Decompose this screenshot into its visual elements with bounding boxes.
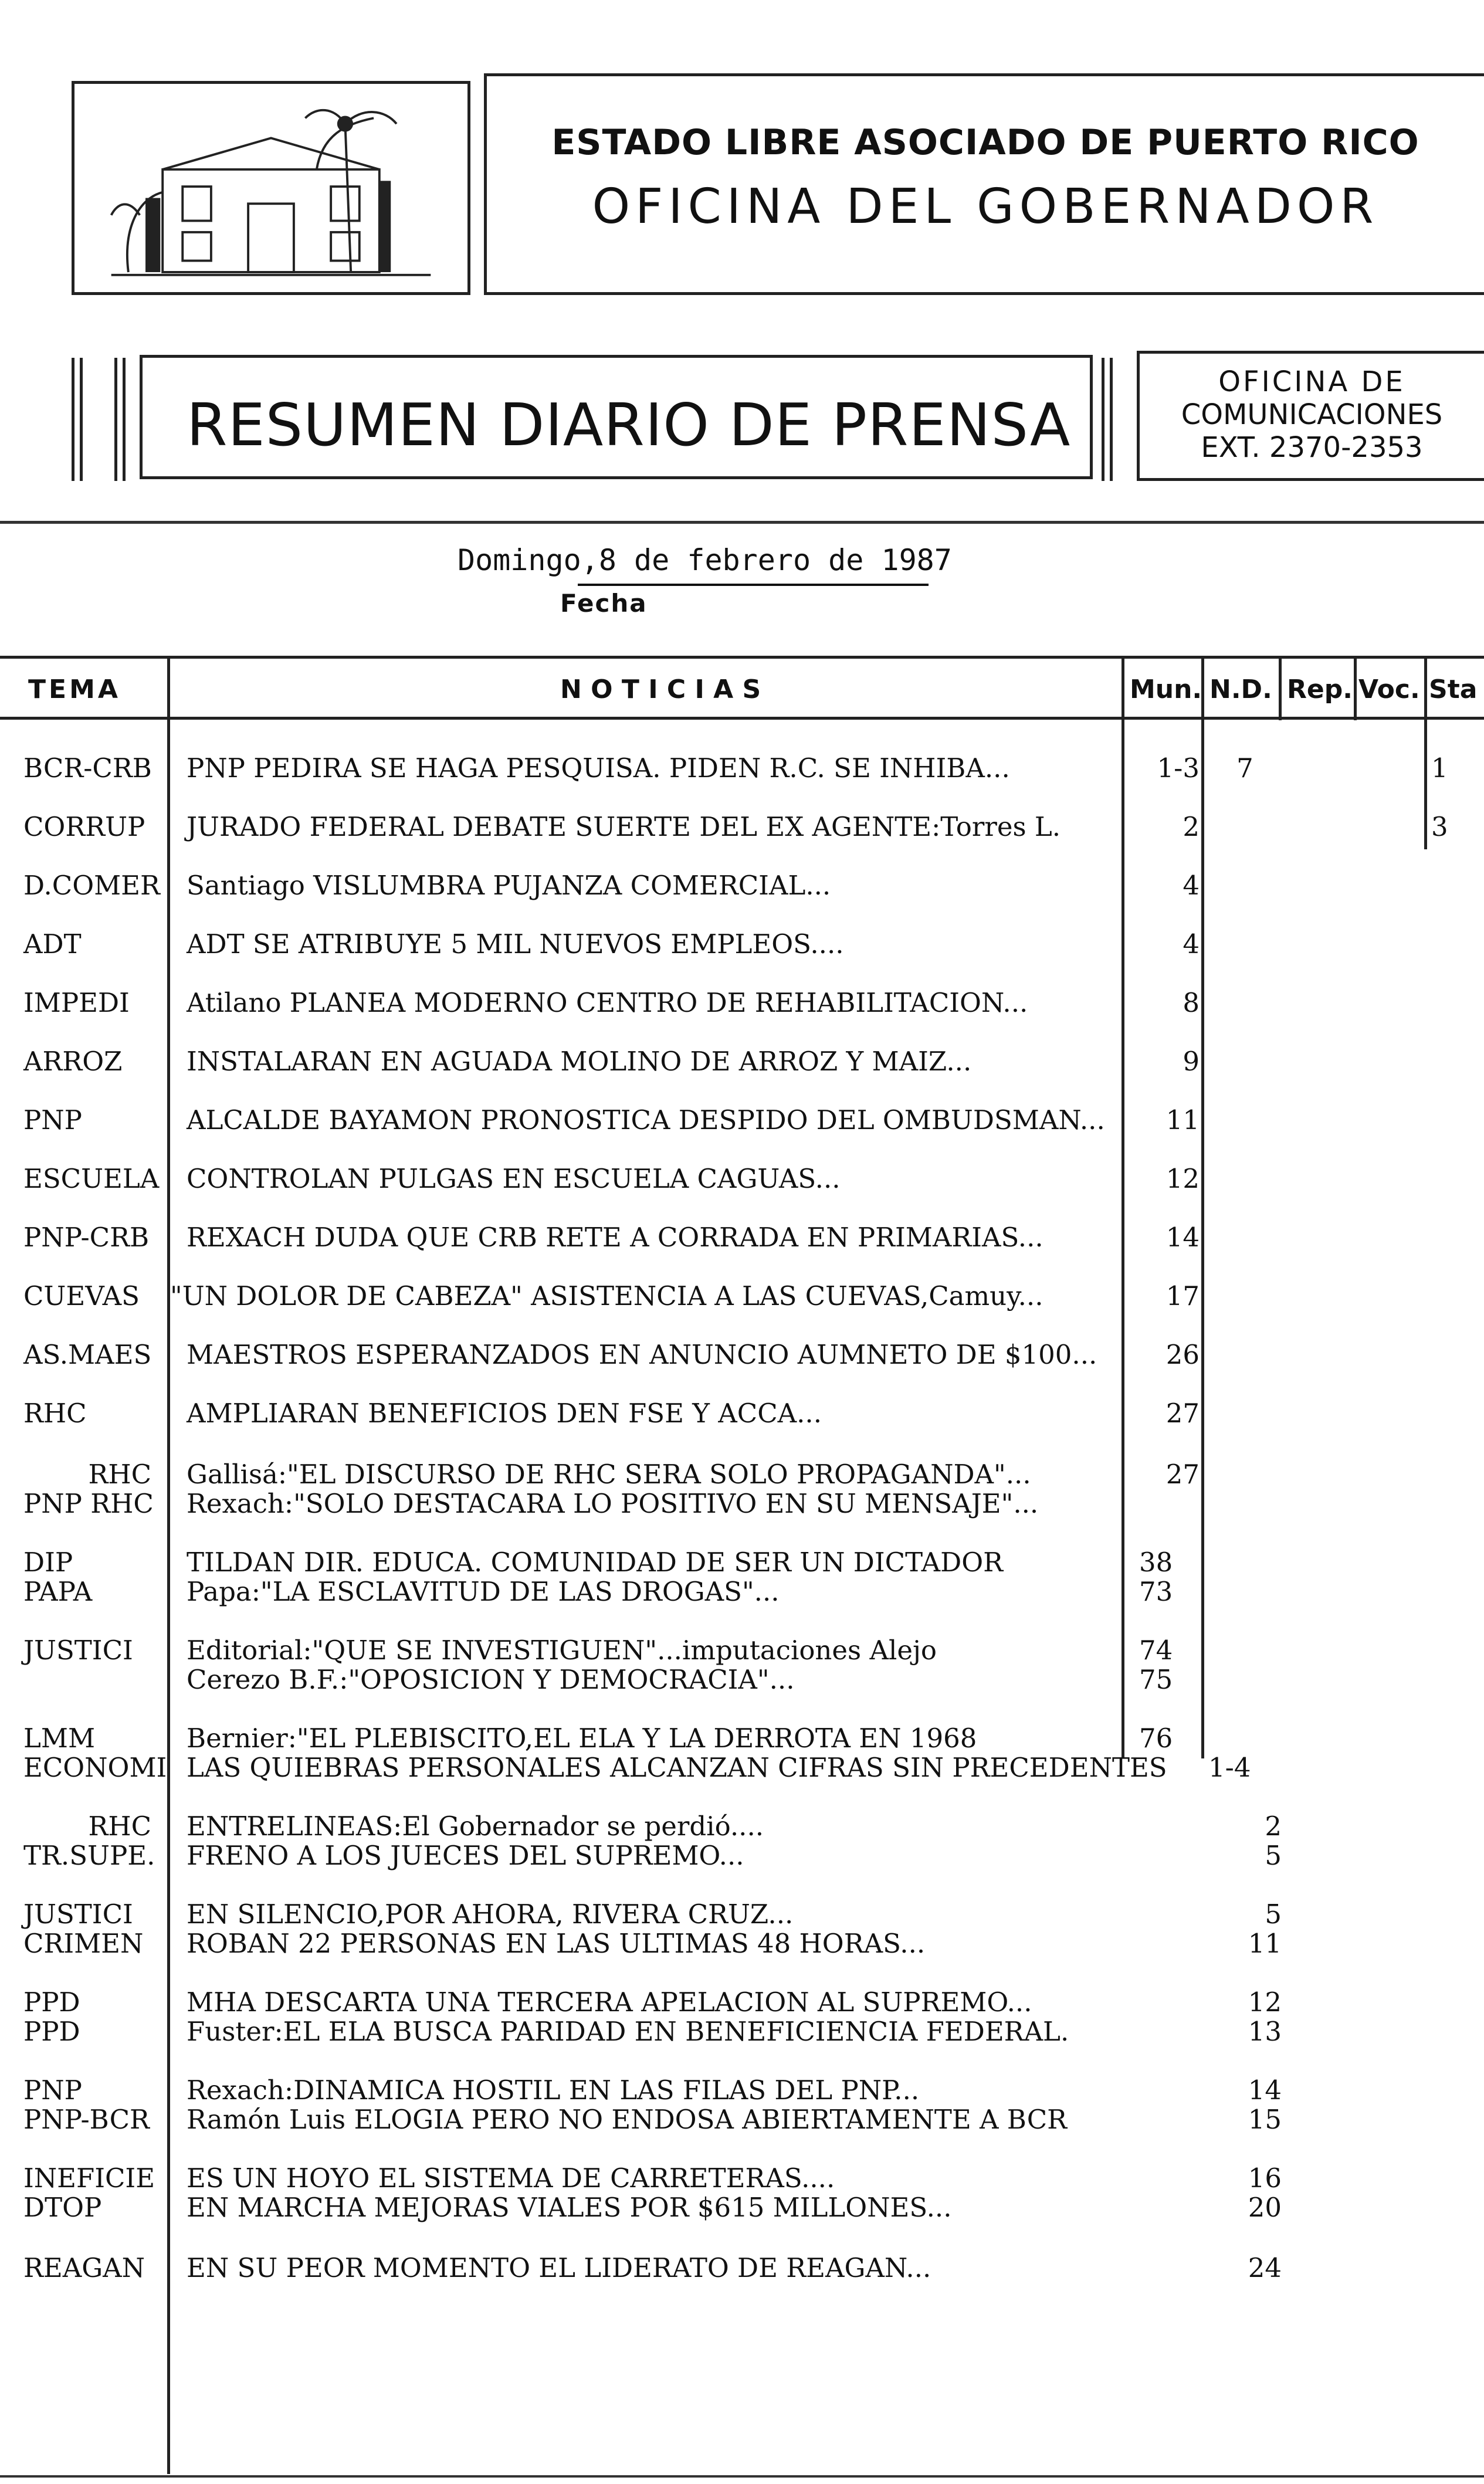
row-headline: "UN DOLOR DE CABEZA" ASISTENCIA A LAS CUEVAS,Camuy... (170, 1280, 1043, 1312)
col-header-voc: Voc. (1358, 675, 1420, 704)
row-headline: Ramón Luis ELOGIA PERO NO ENDOSA ABIERTAMENTE A BCR (187, 2104, 1068, 2135)
col-header-mun: Mun. (1130, 675, 1202, 704)
table-row (0, 1840, 1484, 1875)
row-headline: PNP PEDIRA SE HAGA PESQUISA. PIDEN R.C. SE INHIBA... (187, 753, 1010, 784)
row-mun-page: 27 (1165, 1459, 1200, 1490)
row-tema: RHC (88, 1811, 151, 1842)
report-title: RESUMEN DIARIO DE PRENSA (187, 391, 1071, 459)
row-nd-page: 13 (1248, 2016, 1282, 2047)
comm-office-line-2: COMUNICACIONES (1181, 398, 1443, 431)
row-nd-page: 7 (1236, 753, 1253, 784)
row-mun-page: 4 (1183, 870, 1200, 901)
table-row (0, 1280, 1484, 1316)
date-line (458, 543, 952, 577)
row-nd-page: 2 (1265, 1811, 1282, 1842)
row-headline: Atilano PLANEA MODERNO CENTRO DE REHABILITACION... (187, 987, 1028, 1018)
row-nd-page: 11 (1248, 1928, 1282, 1959)
row-star-page: 3 (1431, 811, 1448, 842)
table-row (0, 1576, 1484, 1611)
title-bar-left-2 (114, 358, 126, 481)
row-headline: ADT SE ATRIBUYE 5 MIL NUEVOS EMPLEOS.... (187, 928, 844, 960)
row-tema: PNP RHC (23, 1488, 154, 1519)
table-row (0, 2192, 1484, 2227)
row-headline: MAESTROS ESPERANZADOS EN ANUNCIO AUMNETO DE $100... (187, 1339, 1097, 1370)
row-headline: Rexach:DINAMICA HOSTIL EN LAS FILAS DEL PNP... (187, 2075, 920, 2106)
row-mun-page: 12 (1165, 1163, 1200, 1194)
table-row (0, 870, 1484, 905)
col-header-rep: Rep. (1287, 675, 1353, 704)
title-bar-left-1 (72, 358, 83, 481)
row-tema: PNP (23, 1104, 82, 1136)
comm-office-line-1: OFICINA DE (1218, 365, 1405, 398)
col-divider-nd (1279, 656, 1282, 720)
date-weekday: Domingo, (458, 543, 599, 577)
row-headline: JURADO FEDERAL DEBATE SUERTE DEL EX AGENTE:Torres L. (187, 811, 1061, 842)
row-headline: Bernier:"EL PLEBISCITO,EL ELA Y LA DERROTA EN 1968 (187, 1723, 977, 1754)
row-tema: IMPEDI (23, 987, 130, 1018)
row-nd-page: 20 (1248, 2192, 1282, 2223)
table-row (0, 1664, 1484, 1699)
row-tema: ARROZ (23, 1046, 123, 1077)
row-tema: INEFICIE (23, 2163, 155, 2194)
row-tema: DTOP (23, 2192, 102, 2223)
col-header-star: Sta (1429, 675, 1478, 704)
table-top-rule (0, 656, 1484, 659)
row-tema: ADT (23, 928, 82, 960)
row-mun-page: 8 (1183, 987, 1200, 1018)
row-tema: PNP-BCR (23, 2104, 150, 2135)
palace-sketch-icon (74, 84, 467, 292)
row-mun-page: 4 (1183, 928, 1200, 960)
row-tema: CORRUP (23, 811, 145, 842)
row-nd-page: 14 (1248, 2075, 1282, 2106)
governor-office-logo (72, 81, 470, 295)
row-headline: REXACH DUDA QUE CRB RETE A CORRADA EN PRIMARIAS... (187, 1222, 1043, 1253)
row-mun-page: 2 (1183, 811, 1200, 842)
row-headline: ENTRELINEAS:El Gobernador se perdió.... (187, 1811, 764, 1842)
row-headline: EN SU PEOR MOMENTO EL LIDERATO DE REAGAN... (187, 2252, 931, 2283)
table-row (0, 1752, 1484, 1787)
table-row (0, 1928, 1484, 1963)
row-headline: TILDAN DIR. EDUCA. COMUNIDAD DE SER UN DICTADOR (187, 1547, 1003, 1578)
col-header-tema: TEMA (28, 675, 121, 704)
table-row (0, 811, 1484, 846)
row-tema: DIP (23, 1547, 73, 1578)
table-row (0, 1104, 1484, 1140)
row-tema: AS.MAES (23, 1339, 152, 1370)
row-mun-page: 27 (1165, 1398, 1200, 1429)
table-row (0, 1398, 1484, 1433)
report-title-box (140, 355, 1093, 479)
row-mun-page: 73 (1139, 1576, 1173, 1607)
row-headline: Gallisá:"EL DISCURSO DE RHC SERA SOLO PROPAGANDA"... (187, 1459, 1031, 1490)
col-divider-rep (1354, 656, 1357, 720)
table-row (0, 1046, 1484, 1081)
row-headline: Fuster:EL ELA BUSCA PARIDAD EN BENEFICIENCIA FEDERAL. (187, 2016, 1069, 2047)
table-row (0, 928, 1484, 964)
row-mun-page: 11 (1165, 1104, 1200, 1136)
row-tema: CUEVAS (23, 1280, 140, 1312)
row-tema: PAPA (23, 1576, 93, 1607)
row-mun-page: 76 (1139, 1723, 1173, 1754)
row-nd-page: 12 (1248, 1987, 1282, 2018)
row-mun-page: 1-3 (1157, 753, 1200, 784)
row-tema: JUSTICI (23, 1899, 133, 1930)
row-nd-page: 16 (1248, 2163, 1282, 2194)
row-headline: ALCALDE BAYAMON PRONOSTICA DESPIDO DEL OMBUDSMAN... (187, 1104, 1105, 1136)
row-tema: RHC (88, 1459, 151, 1490)
row-headline: INSTALARAN EN AGUADA MOLINO DE ARROZ Y MAIZ... (187, 1046, 972, 1077)
table-row (0, 2252, 1484, 2288)
row-headline: ES UN HOYO EL SISTEMA DE CARRETERAS.... (187, 2163, 835, 2194)
row-headline: FRENO A LOS JUECES DEL SUPREMO... (187, 1840, 744, 1871)
table-row (0, 2016, 1484, 2051)
row-headline: Cerezo B.F.:"OPOSICION Y DEMOCRACIA"... (187, 1664, 795, 1695)
table-row (0, 753, 1484, 788)
row-headline: EN MARCHA MEJORAS VIALES POR $615 MILLONES... (187, 2192, 952, 2223)
table-row (0, 987, 1484, 1022)
row-tema: PPD (23, 2016, 80, 2047)
comm-office-extension: EXT. 2370-2353 (1201, 431, 1423, 464)
agency-line-1: ESTADO LIBRE ASOCIADO DE PUERTO RICO (551, 122, 1419, 163)
row-tema: PNP (23, 2075, 82, 2106)
row-tema: CRIMEN (23, 1928, 144, 1959)
row-mun-page: 14 (1165, 1222, 1200, 1253)
row-mun-page: 17 (1165, 1280, 1200, 1312)
row-nd-page: 5 (1265, 1840, 1282, 1871)
title-bar-right (1102, 358, 1113, 481)
agency-line-2: OFICINA DEL GOBERNADOR (592, 179, 1379, 235)
row-tema: JUSTICI (23, 1635, 133, 1666)
row-tema: ESCUELA (23, 1163, 160, 1194)
row-mun-page: 26 (1165, 1339, 1200, 1370)
row-nd-page: 1-4 (1208, 1752, 1251, 1783)
row-headline: ROBAN 22 PERSONAS EN LAS ULTIMAS 48 HORAS... (187, 1928, 926, 1959)
row-tema: TR.SUPE. (23, 1840, 155, 1871)
row-tema: PPD (23, 1987, 80, 2018)
row-tema: BCR-CRB (23, 753, 152, 784)
table-row (0, 1339, 1484, 1374)
agency-name-box (484, 73, 1484, 295)
row-tema: RHC (23, 1398, 87, 1429)
table-row (0, 1222, 1484, 1257)
row-tema: D.COMER (23, 870, 160, 901)
page-bottom-rule (0, 2475, 1484, 2478)
row-nd-page: 15 (1248, 2104, 1282, 2135)
row-nd-page: 24 (1248, 2252, 1282, 2283)
row-headline: AMPLIARAN BENEFICIOS DEN FSE Y ACCA... (187, 1398, 822, 1429)
date-underline (578, 584, 929, 586)
row-mun-page: 74 (1139, 1635, 1173, 1666)
row-headline: MHA DESCARTA UNA TERCERA APELACION AL SUPREMO... (187, 1987, 1032, 2018)
date-label: Fecha (560, 589, 648, 618)
row-tema: REAGAN (23, 2252, 145, 2283)
col-header-nd: N.D. (1209, 675, 1272, 704)
header-rule (0, 521, 1484, 524)
row-mun-page: 75 (1139, 1664, 1173, 1695)
row-nd-page: 5 (1265, 1899, 1282, 1930)
row-headline: Editorial:"QUE SE INVESTIGUEN"...imputaciones Alejo (187, 1635, 937, 1666)
row-headline: Papa:"LA ESCLAVITUD DE LAS DROGAS"... (187, 1576, 780, 1607)
row-tema: LMM (23, 1723, 96, 1754)
row-headline: CONTROLAN PULGAS EN ESCUELA CAGUAS... (187, 1163, 841, 1194)
table-row (0, 2104, 1484, 2139)
table-row (0, 1488, 1484, 1523)
communications-office-box (1137, 351, 1484, 481)
row-headline: Rexach:"SOLO DESTACARA LO POSITIVO EN SU MENSAJE"... (187, 1488, 1039, 1519)
col-header-noticias: N O T I C I A S (560, 675, 761, 704)
row-headline: LAS QUIEBRAS PERSONALES ALCANZAN CIFRAS SIN PRECEDENTES (187, 1752, 1167, 1783)
row-tema: ECONOMI (23, 1752, 167, 1783)
row-mun-page: 9 (1183, 1046, 1200, 1077)
table-header-rule (0, 717, 1484, 720)
row-tema: PNP-CRB (23, 1222, 150, 1253)
row-star-page: 1 (1431, 753, 1448, 784)
date-value: 8 de febrero de 1987 (598, 543, 952, 577)
table-row (0, 1163, 1484, 1198)
row-headline: Santiago VISLUMBRA PUJANZA COMERCIAL... (187, 870, 831, 901)
row-headline: EN SILENCIO,POR AHORA, RIVERA CRUZ... (187, 1899, 794, 1930)
row-mun-page: 38 (1139, 1547, 1173, 1578)
